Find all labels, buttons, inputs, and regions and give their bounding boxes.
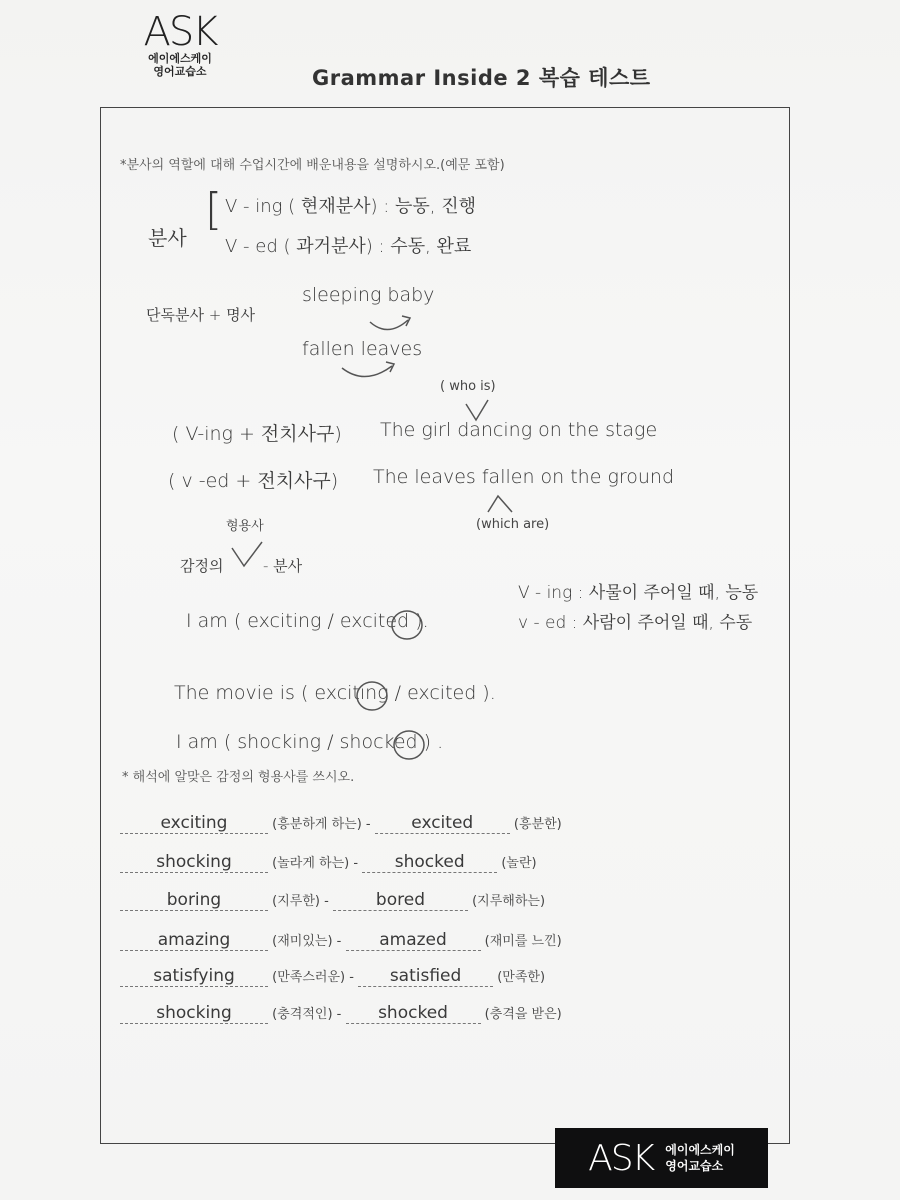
caret-adjective	[232, 542, 262, 566]
row-separator: -	[336, 934, 342, 949]
ed-answer: shocked	[378, 1003, 448, 1023]
ask-logo-line1: 에이에스케이	[148, 52, 212, 65]
ed-answer: excited	[411, 813, 474, 833]
row-separator: -	[349, 970, 354, 985]
ing-answer: amazing	[157, 930, 231, 950]
arrow-fallen	[342, 366, 392, 377]
question2-prompt: * 해석에 알맞은 감정의 형용사를 쓰시오.	[122, 770, 355, 785]
caret-who-is	[466, 400, 488, 420]
ing-meaning: (재미있는)	[272, 934, 333, 949]
arrow-sleeping	[370, 320, 408, 330]
note-emotion-tail: - 분사	[263, 557, 303, 575]
note-ved-rule: v - ed : 사람이 주어일 때, 수동	[518, 613, 753, 633]
question1-prompt: *분사의 역할에 대해 수업시간에 배운내용을 설명하시오.(예문 포함)	[120, 158, 505, 173]
note-ving-phrase-example: The girl dancing on the stage	[380, 419, 658, 441]
note-emotion: 감정의	[180, 557, 224, 575]
ed-meaning: (놀란)	[501, 856, 537, 871]
ing-answer: satisfying	[153, 966, 235, 986]
ed-meaning: (지루해하는)	[472, 894, 546, 909]
ed-answer: amazed	[379, 930, 447, 950]
ask-logo-bottom	[555, 1128, 768, 1188]
ask-logo-mark-bottom: ASK	[588, 1137, 654, 1179]
note-bunsa: 분사	[148, 226, 187, 250]
ing-meaning: (놀라게 하는)	[272, 856, 350, 871]
ing-answer: exciting	[160, 813, 228, 833]
ing-answer: shocking	[156, 852, 232, 872]
caret-which-are	[488, 496, 512, 512]
ing-answer: shocking	[156, 1003, 232, 1023]
row-separator: -	[336, 1007, 342, 1022]
ing-meaning: (지루한)	[272, 894, 320, 909]
example-movie-exciting: The movie is ( exciting / excited ).	[174, 682, 496, 704]
ing-meaning: (만족스러운)	[272, 970, 346, 985]
note-ved-phrase-example: The leaves fallen on the ground	[373, 466, 675, 488]
ed-meaning: (만족한)	[497, 970, 546, 985]
row-separator: -	[365, 817, 371, 832]
ask-logo-mark: ASK	[143, 9, 217, 55]
ing-meaning: (흥분하게 하는)	[272, 817, 362, 832]
ing-answer: boring	[166, 890, 222, 910]
ed-meaning: (충격을 받은)	[484, 1007, 562, 1022]
note-ving-rule: V - ing : 사물이 주어일 때, 능동	[518, 583, 759, 603]
example-sleeping-baby: sleeping baby	[302, 284, 435, 306]
circle-exciting	[357, 682, 387, 710]
note-ving-line: V - ing ( 현재분사) : 능동, 진행	[225, 196, 477, 217]
row-separator: -	[353, 856, 359, 871]
example-i-am-shocked: I am ( shocking / shocked ) .	[176, 731, 444, 753]
ask-logo-bottom-line2: 영어교습소	[665, 1159, 724, 1173]
note-ving-phrase-label: ( V-ing + 전치사구)	[172, 423, 342, 445]
circle-excited	[392, 611, 422, 639]
ed-answer: bored	[375, 890, 425, 910]
ed-answer: shocked	[394, 852, 465, 872]
ed-meaning: (재미를 느낀)	[484, 934, 562, 949]
ed-meaning: (흥분한)	[513, 817, 562, 832]
example-i-am-excited: I am ( exciting / excited ).	[186, 610, 429, 632]
note-single-participle: 단독분사 + 명사	[146, 306, 256, 324]
note-ved-line: V - ed ( 과거분사) : 수동, 완료	[225, 236, 472, 257]
row-separator: -	[324, 894, 329, 909]
bracket-mark: [	[205, 184, 223, 235]
circle-shocked	[394, 731, 424, 759]
page-title: Grammar Inside 2 복습 테스트	[312, 66, 651, 90]
ask-logo-line2: 영어교습소	[153, 65, 207, 78]
note-who-is: ( who is)	[440, 379, 496, 394]
ask-logo-bottom-line1: 에이에스케이	[665, 1143, 735, 1157]
note-ved-phrase-label: ( v -ed + 전치사구)	[168, 470, 339, 492]
ed-answer: satisfied	[389, 966, 462, 986]
ing-meaning: (충격적인)	[272, 1007, 333, 1022]
note-which-are: (which are)	[476, 517, 550, 532]
note-adjective: 형용사	[226, 519, 264, 534]
example-fallen-leaves: fallen leaves	[302, 338, 423, 360]
